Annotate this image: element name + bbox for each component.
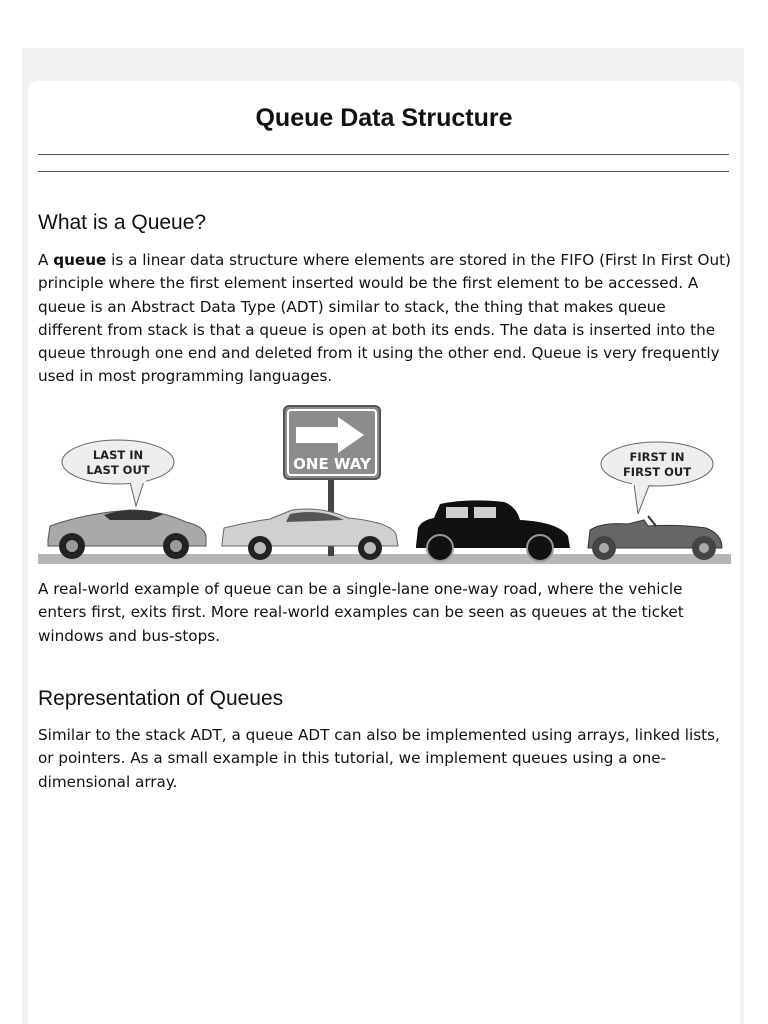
queue-term: queue xyxy=(53,251,107,269)
sign-label: ONE WAY xyxy=(293,455,371,473)
left-speech-bubble xyxy=(62,440,174,506)
right-bubble-line-1: FIRST IN xyxy=(629,450,685,464)
one-way-road-illustration xyxy=(38,402,731,567)
real-world-example-paragraph: A real-world example of queue can be a single-lane one-way road, where the vehicle enters first, exits first. More real-world examples can be seen as queues at the ticket windows and bus-stops. xyxy=(38,580,684,645)
road xyxy=(38,554,731,564)
sports-car xyxy=(48,510,206,559)
representation-paragraph: Similar to the stack ADT, a queue ADT can also be implemented using arrays, linked lists, or pointers. As a small example in this tutorial, we implement queues using a one-dimensional array. xyxy=(38,726,720,791)
queue-definition-paragraph xyxy=(38,249,733,389)
page-title: Queue Data Structure xyxy=(255,104,513,132)
left-bubble-line-1: LAST IN xyxy=(92,448,144,462)
vintage-car xyxy=(588,516,722,560)
right-speech-bubble xyxy=(601,442,713,514)
section-heading-representation: Representation of Queues xyxy=(38,687,284,710)
para-rest: is a linear data structure where elements are stored in the FIFO (First In First Out) principle where the first element inserted would be the first element to be accessed. A queue is an Abstract Data Type (ADT) similar to stack, the thing that makes queue different from stack is that a queue is open at both its ends. The data is inserted into the queue through one end and deleted from it using the other end. Queue is very frequently used in most programming languages. xyxy=(38,251,731,386)
section-heading-what-is-queue: What is a Queue? xyxy=(38,211,207,234)
para-prefix: A xyxy=(38,251,54,269)
classic-car xyxy=(416,500,570,561)
right-bubble-line-2: FIRST OUT xyxy=(622,465,692,479)
sedan-car xyxy=(222,509,398,560)
left-bubble-line-2: LAST OUT xyxy=(86,463,150,477)
title-rule-bottom xyxy=(38,171,729,172)
title-rule-top xyxy=(38,154,729,155)
